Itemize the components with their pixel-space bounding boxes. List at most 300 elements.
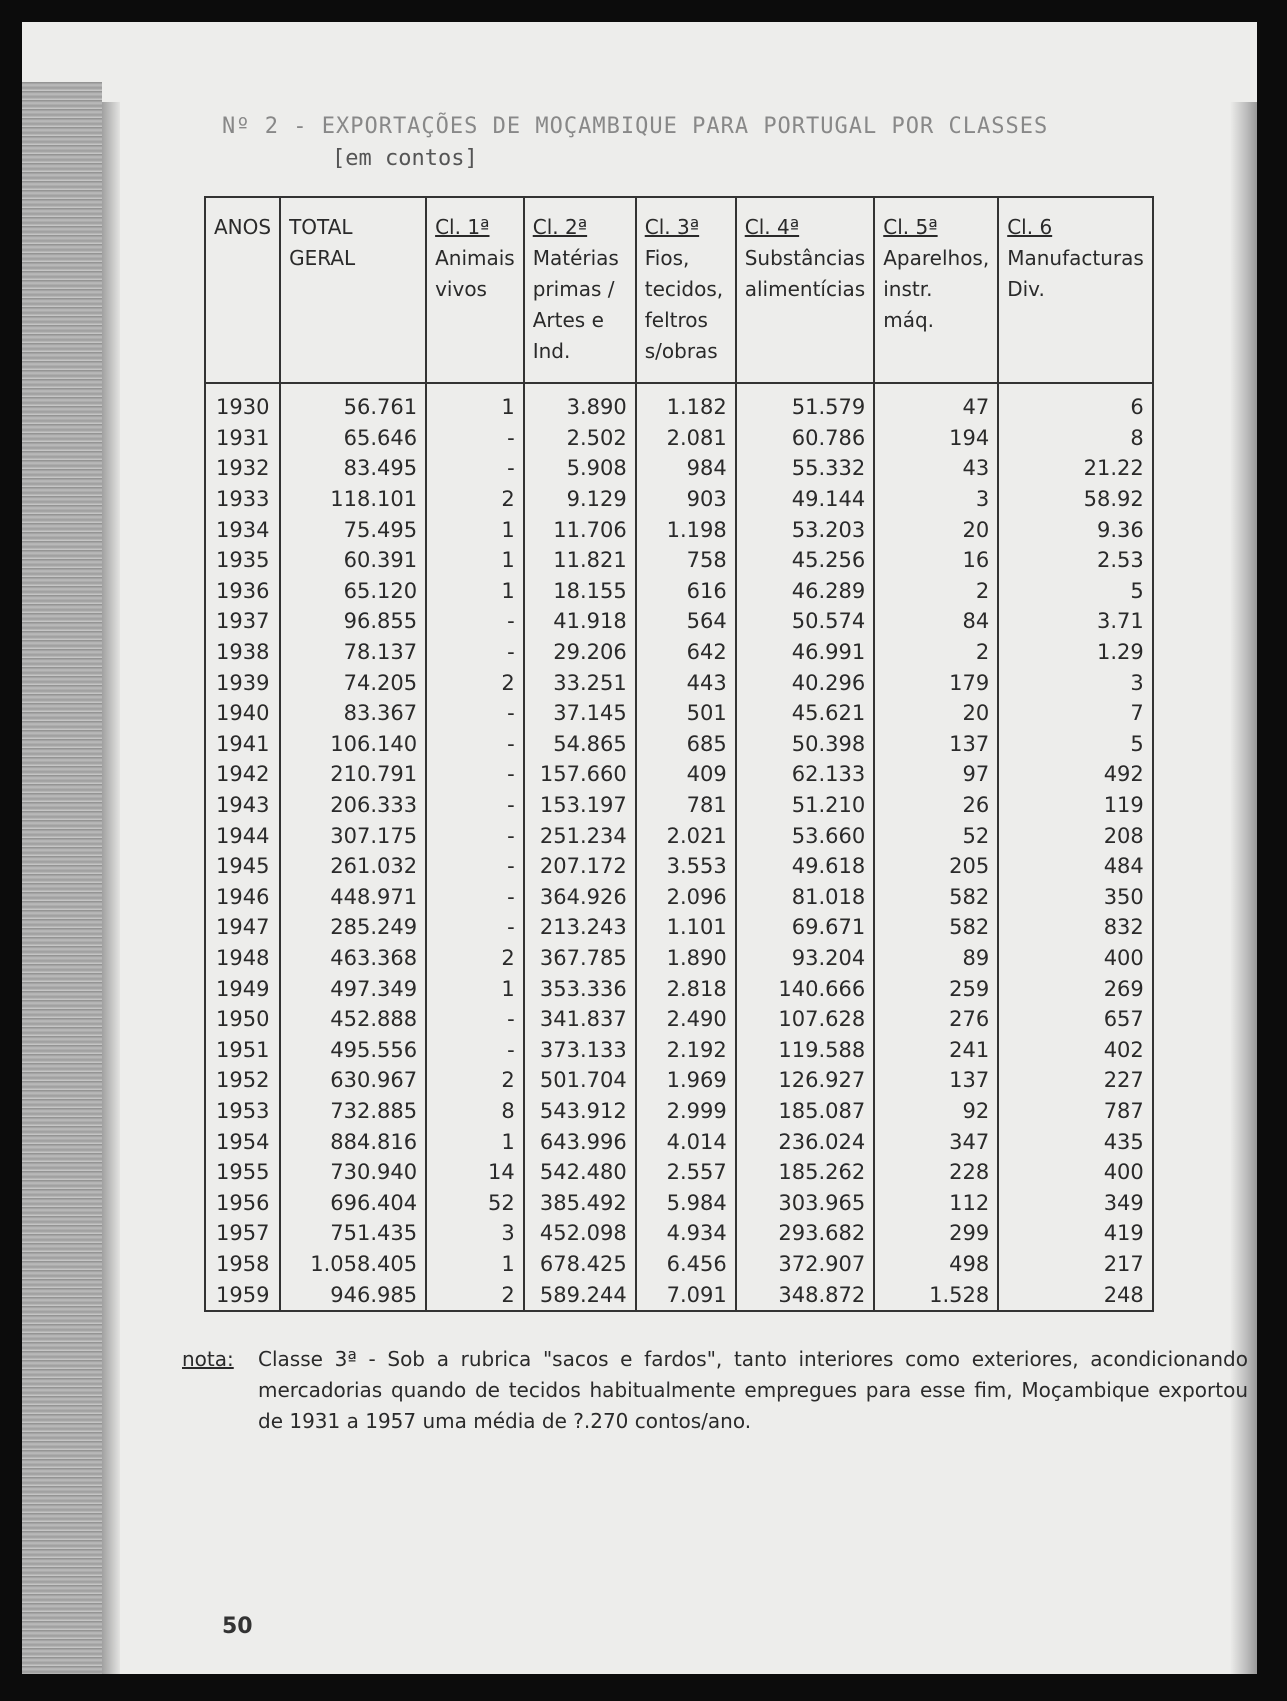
column-description: Matérias primas / Artes e Ind. — [532, 246, 619, 363]
table-row — [205, 1157, 1153, 1188]
value-cell: 984 — [636, 453, 736, 484]
value-cell: 293.682 — [736, 1218, 875, 1249]
value-cell: 33.251 — [524, 667, 636, 698]
table-header — [205, 197, 1153, 383]
value-cell: 119.588 — [736, 1034, 875, 1065]
year-cell: 1941 — [205, 729, 280, 760]
value-cell: 2 — [426, 667, 524, 698]
column-header — [636, 197, 736, 383]
table-row — [205, 1218, 1153, 1249]
column-description: Animais vivos — [435, 246, 515, 301]
value-cell: 2.490 — [636, 1004, 736, 1035]
value-cell: 20 — [874, 698, 998, 729]
value-cell: 1.198 — [636, 514, 736, 545]
value-cell: 51.210 — [736, 790, 875, 821]
value-cell: 5 — [998, 576, 1153, 607]
value-cell: 89 — [874, 943, 998, 974]
value-cell: 1 — [426, 514, 524, 545]
value-cell: 582 — [874, 912, 998, 943]
value-cell: 227 — [998, 1065, 1153, 1096]
table-row — [205, 576, 1153, 607]
value-cell: 78.137 — [280, 637, 426, 668]
value-cell: 137 — [874, 1065, 998, 1096]
value-cell: 3.71 — [998, 606, 1153, 637]
value-cell: 26 — [874, 790, 998, 821]
column-description: Fios, tecidos, feltros s/obras — [644, 246, 724, 363]
table-row — [205, 1034, 1153, 1065]
value-cell: 106.140 — [280, 729, 426, 760]
value-cell: 49.144 — [736, 484, 875, 515]
value-cell: 259 — [874, 973, 998, 1004]
footnote-label: nota: — [182, 1347, 234, 1371]
value-cell: 1.890 — [636, 943, 736, 974]
value-cell: 43 — [874, 453, 998, 484]
value-cell: - — [426, 637, 524, 668]
value-cell: 96.855 — [280, 606, 426, 637]
table-row — [205, 1279, 1153, 1311]
value-cell: 2 — [874, 576, 998, 607]
value-cell: 347 — [874, 1126, 998, 1157]
table-row — [205, 820, 1153, 851]
table-row — [205, 729, 1153, 760]
value-cell: 2 — [426, 1279, 524, 1311]
column-header — [426, 197, 524, 383]
value-cell: 11.821 — [524, 545, 636, 576]
table-row — [205, 1004, 1153, 1035]
value-cell: 58.92 — [998, 484, 1153, 515]
value-cell: - — [426, 1004, 524, 1035]
table-row — [205, 514, 1153, 545]
year-cell: 1955 — [205, 1157, 280, 1188]
table-subtitle: [em contos] — [332, 146, 478, 171]
value-cell: 1 — [426, 973, 524, 1004]
value-cell: 1.969 — [636, 1065, 736, 1096]
value-cell: - — [426, 698, 524, 729]
value-cell: 3 — [874, 484, 998, 515]
value-cell: 2.53 — [998, 545, 1153, 576]
value-cell: 643.996 — [524, 1126, 636, 1157]
value-cell: 299 — [874, 1218, 998, 1249]
value-cell: 7.091 — [636, 1279, 736, 1311]
value-cell: 185.262 — [736, 1157, 875, 1188]
year-cell: 1950 — [205, 1004, 280, 1035]
value-cell: 20 — [874, 514, 998, 545]
value-cell: 153.197 — [524, 790, 636, 821]
value-cell: 8 — [426, 1096, 524, 1127]
value-cell: 400 — [998, 943, 1153, 974]
year-cell: 1940 — [205, 698, 280, 729]
column-class-label: Cl. 2ª — [532, 215, 588, 239]
value-cell: 402 — [998, 1034, 1153, 1065]
value-cell: 372.907 — [736, 1249, 875, 1280]
value-cell: 497.349 — [280, 973, 426, 1004]
value-cell: - — [426, 453, 524, 484]
table-row — [205, 484, 1153, 515]
table-row — [205, 851, 1153, 882]
exports-table — [204, 196, 1154, 1312]
value-cell: 758 — [636, 545, 736, 576]
value-cell: 498 — [874, 1249, 998, 1280]
table-row — [205, 943, 1153, 974]
value-cell: 1.101 — [636, 912, 736, 943]
value-cell: 2.021 — [636, 820, 736, 851]
value-cell: 251.234 — [524, 820, 636, 851]
value-cell: 37.145 — [524, 698, 636, 729]
value-cell: 210.791 — [280, 759, 426, 790]
value-cell: 642 — [636, 637, 736, 668]
value-cell: 206.333 — [280, 790, 426, 821]
value-cell: 787 — [998, 1096, 1153, 1127]
value-cell: 501 — [636, 698, 736, 729]
value-cell: - — [426, 912, 524, 943]
table-row — [205, 790, 1153, 821]
value-cell: 751.435 — [280, 1218, 426, 1249]
table-row — [205, 1249, 1153, 1280]
value-cell: 5.984 — [636, 1187, 736, 1218]
value-cell: 137 — [874, 729, 998, 760]
value-cell: 107.628 — [736, 1004, 875, 1035]
year-cell: 1931 — [205, 423, 280, 454]
value-cell: 409 — [636, 759, 736, 790]
column-description: Substâncias alimentícias — [744, 246, 866, 301]
value-cell: 62.133 — [736, 759, 875, 790]
year-cell: 1944 — [205, 820, 280, 851]
scan-binding-shadow — [22, 82, 102, 1674]
value-cell: 1.29 — [998, 637, 1153, 668]
value-cell: 448.971 — [280, 882, 426, 913]
value-cell: 52 — [426, 1187, 524, 1218]
value-cell: 6 — [998, 383, 1153, 423]
value-cell: 9.36 — [998, 514, 1153, 545]
value-cell: 946.985 — [280, 1279, 426, 1311]
value-cell: 213.243 — [524, 912, 636, 943]
table-row — [205, 698, 1153, 729]
value-cell: 56.761 — [280, 383, 426, 423]
value-cell: 1 — [426, 383, 524, 423]
table-row — [205, 383, 1153, 423]
year-cell: 1934 — [205, 514, 280, 545]
table-row — [205, 973, 1153, 1004]
value-cell: 14 — [426, 1157, 524, 1188]
value-cell: 1.058.405 — [280, 1249, 426, 1280]
value-cell: 542.480 — [524, 1157, 636, 1188]
value-cell: 419 — [998, 1218, 1153, 1249]
column-header — [205, 197, 280, 383]
year-cell: 1953 — [205, 1096, 280, 1127]
value-cell: - — [426, 729, 524, 760]
value-cell: 60.391 — [280, 545, 426, 576]
value-cell: 2.192 — [636, 1034, 736, 1065]
year-cell: 1958 — [205, 1249, 280, 1280]
value-cell: 3 — [998, 667, 1153, 698]
value-cell: 40.296 — [736, 667, 875, 698]
value-cell: 1.182 — [636, 383, 736, 423]
value-cell: 194 — [874, 423, 998, 454]
value-cell: 185.087 — [736, 1096, 875, 1127]
value-cell: 140.666 — [736, 973, 875, 1004]
value-cell: 3 — [426, 1218, 524, 1249]
year-cell: 1949 — [205, 973, 280, 1004]
value-cell: 9.129 — [524, 484, 636, 515]
value-cell: 46.991 — [736, 637, 875, 668]
table-row — [205, 453, 1153, 484]
value-cell: 4.934 — [636, 1218, 736, 1249]
value-cell: 65.646 — [280, 423, 426, 454]
value-cell: 81.018 — [736, 882, 875, 913]
year-cell: 1942 — [205, 759, 280, 790]
value-cell: 208 — [998, 820, 1153, 851]
column-class-label: Cl. 3ª — [644, 215, 700, 239]
value-cell: 832 — [998, 912, 1153, 943]
value-cell: 92 — [874, 1096, 998, 1127]
value-cell: 52 — [874, 820, 998, 851]
column-class-label: ANOS — [214, 215, 272, 239]
footnote-text: Classe 3ª - Sob a rubrica "sacos e fardos", tanto interiores como exteriores, acondicionando mercadorias quando de tecidos habitualmente empregues para esse fim, Moçambique exportou de 1931 a 1957 uma média de ?.270 contos/ano. — [258, 1347, 1248, 1433]
column-description: Manufacturas Div. — [1007, 246, 1144, 301]
value-cell: 6.456 — [636, 1249, 736, 1280]
table-row — [205, 423, 1153, 454]
value-cell: 18.155 — [524, 576, 636, 607]
value-cell: 5 — [998, 729, 1153, 760]
table-row — [205, 912, 1153, 943]
column-class-label: Cl. 1ª — [435, 215, 490, 239]
value-cell: 217 — [998, 1249, 1153, 1280]
table-row — [205, 759, 1153, 790]
value-cell: 492 — [998, 759, 1153, 790]
value-cell: 285.249 — [280, 912, 426, 943]
value-cell: 236.024 — [736, 1126, 875, 1157]
value-cell: 564 — [636, 606, 736, 637]
value-cell: 2 — [426, 943, 524, 974]
value-cell: 7 — [998, 698, 1153, 729]
value-cell: 452.888 — [280, 1004, 426, 1035]
year-cell: 1946 — [205, 882, 280, 913]
value-cell: 248 — [998, 1279, 1153, 1311]
value-cell: 119 — [998, 790, 1153, 821]
year-cell: 1945 — [205, 851, 280, 882]
value-cell: 463.368 — [280, 943, 426, 974]
value-cell: 60.786 — [736, 423, 875, 454]
column-header — [998, 197, 1153, 383]
value-cell: 452.098 — [524, 1218, 636, 1249]
value-cell: - — [426, 1034, 524, 1065]
value-cell: 2.557 — [636, 1157, 736, 1188]
year-cell: 1930 — [205, 383, 280, 423]
value-cell: 501.704 — [524, 1065, 636, 1096]
column-class-label: Cl. 6 — [1007, 215, 1053, 239]
value-cell: - — [426, 851, 524, 882]
value-cell: 2 — [426, 1065, 524, 1096]
column-header — [736, 197, 875, 383]
value-cell: 582 — [874, 882, 998, 913]
year-cell: 1932 — [205, 453, 280, 484]
column-class-label: Cl. 5ª — [883, 215, 938, 239]
table-body — [205, 383, 1153, 1311]
value-cell: 373.133 — [524, 1034, 636, 1065]
column-header — [524, 197, 636, 383]
value-cell: 2.081 — [636, 423, 736, 454]
table-row — [205, 1096, 1153, 1127]
value-cell: 179 — [874, 667, 998, 698]
value-cell: 903 — [636, 484, 736, 515]
value-cell: 65.120 — [280, 576, 426, 607]
value-cell: - — [426, 606, 524, 637]
column-class-label: Cl. 4ª — [744, 215, 800, 239]
value-cell: 55.332 — [736, 453, 875, 484]
value-cell: 241 — [874, 1034, 998, 1065]
value-cell: 696.404 — [280, 1187, 426, 1218]
value-cell: 657 — [998, 1004, 1153, 1035]
value-cell: 83.367 — [280, 698, 426, 729]
value-cell: 69.671 — [736, 912, 875, 943]
value-cell: 118.101 — [280, 484, 426, 515]
table-row — [205, 667, 1153, 698]
value-cell: 630.967 — [280, 1065, 426, 1096]
year-cell: 1938 — [205, 637, 280, 668]
scan-binding-gradient — [102, 102, 120, 1674]
value-cell: 1 — [426, 545, 524, 576]
value-cell: 1.528 — [874, 1279, 998, 1311]
value-cell: 495.556 — [280, 1034, 426, 1065]
value-cell: 4.014 — [636, 1126, 736, 1157]
value-cell: 364.926 — [524, 882, 636, 913]
value-cell: - — [426, 882, 524, 913]
column-header — [874, 197, 998, 383]
table-row — [205, 1065, 1153, 1096]
column-header — [280, 197, 426, 383]
value-cell: 16 — [874, 545, 998, 576]
value-cell: 2 — [426, 484, 524, 515]
value-cell: 400 — [998, 1157, 1153, 1188]
table-row — [205, 882, 1153, 913]
value-cell: 74.205 — [280, 667, 426, 698]
year-cell: 1937 — [205, 606, 280, 637]
value-cell: 349 — [998, 1187, 1153, 1218]
value-cell: 685 — [636, 729, 736, 760]
value-cell: 884.816 — [280, 1126, 426, 1157]
value-cell: 205 — [874, 851, 998, 882]
value-cell: 367.785 — [524, 943, 636, 974]
value-cell: 732.885 — [280, 1096, 426, 1127]
value-cell: 1 — [426, 1249, 524, 1280]
value-cell: 484 — [998, 851, 1153, 882]
value-cell: - — [426, 759, 524, 790]
value-cell: 350 — [998, 882, 1153, 913]
value-cell: 45.256 — [736, 545, 875, 576]
value-cell: 781 — [636, 790, 736, 821]
value-cell: 41.918 — [524, 606, 636, 637]
value-cell: 589.244 — [524, 1279, 636, 1311]
value-cell: 83.495 — [280, 453, 426, 484]
value-cell: 348.872 — [736, 1279, 875, 1311]
table-row — [205, 1126, 1153, 1157]
value-cell: 261.032 — [280, 851, 426, 882]
value-cell: 84 — [874, 606, 998, 637]
value-cell: 45.621 — [736, 698, 875, 729]
value-cell: 353.336 — [524, 973, 636, 1004]
value-cell: 1 — [426, 576, 524, 607]
table-row — [205, 606, 1153, 637]
value-cell: 50.574 — [736, 606, 875, 637]
value-cell: 11.706 — [524, 514, 636, 545]
value-cell: 50.398 — [736, 729, 875, 760]
column-description: Aparelhos, instr. máq. — [883, 246, 990, 332]
year-cell: 1951 — [205, 1034, 280, 1065]
year-cell: 1947 — [205, 912, 280, 943]
year-cell: 1957 — [205, 1218, 280, 1249]
value-cell: 75.495 — [280, 514, 426, 545]
value-cell: 276 — [874, 1004, 998, 1035]
year-cell: 1939 — [205, 667, 280, 698]
value-cell: 385.492 — [524, 1187, 636, 1218]
table-row — [205, 637, 1153, 668]
value-cell: 3.553 — [636, 851, 736, 882]
value-cell: 2.502 — [524, 423, 636, 454]
value-cell: 5.908 — [524, 453, 636, 484]
value-cell: 303.965 — [736, 1187, 875, 1218]
page-number: 50 — [222, 1614, 253, 1639]
table-row — [205, 545, 1153, 576]
value-cell: 157.660 — [524, 759, 636, 790]
value-cell: - — [426, 423, 524, 454]
value-cell: 307.175 — [280, 820, 426, 851]
value-cell: 435 — [998, 1126, 1153, 1157]
column-class-label: TOTAL GERAL — [289, 215, 356, 270]
value-cell: 443 — [636, 667, 736, 698]
value-cell: 97 — [874, 759, 998, 790]
value-cell: 1 — [426, 1126, 524, 1157]
value-cell: 269 — [998, 973, 1153, 1004]
year-cell: 1956 — [205, 1187, 280, 1218]
value-cell: 47 — [874, 383, 998, 423]
year-cell: 1935 — [205, 545, 280, 576]
value-cell: 2.096 — [636, 882, 736, 913]
value-cell: 54.865 — [524, 729, 636, 760]
value-cell: 2.818 — [636, 973, 736, 1004]
value-cell: 93.204 — [736, 943, 875, 974]
table-title: Nº 2 - EXPORTAÇÕES DE MOÇAMBIQUE PARA PORTUGAL POR CLASSES — [222, 114, 1049, 139]
value-cell: 21.22 — [998, 453, 1153, 484]
scan-right-edge — [1230, 102, 1257, 1674]
year-cell: 1948 — [205, 943, 280, 974]
value-cell: 8 — [998, 423, 1153, 454]
value-cell: - — [426, 820, 524, 851]
value-cell: 53.203 — [736, 514, 875, 545]
value-cell: 730.940 — [280, 1157, 426, 1188]
year-cell: 1933 — [205, 484, 280, 515]
value-cell: 2 — [874, 637, 998, 668]
value-cell: 46.289 — [736, 576, 875, 607]
value-cell: 29.206 — [524, 637, 636, 668]
value-cell: 678.425 — [524, 1249, 636, 1280]
value-cell: 341.837 — [524, 1004, 636, 1035]
year-cell: 1936 — [205, 576, 280, 607]
document-page — [22, 22, 1257, 1674]
year-cell: 1952 — [205, 1065, 280, 1096]
value-cell: 228 — [874, 1157, 998, 1188]
year-cell: 1959 — [205, 1279, 280, 1311]
value-cell: 53.660 — [736, 820, 875, 851]
value-cell: 3.890 — [524, 383, 636, 423]
value-cell: 2.999 — [636, 1096, 736, 1127]
value-cell: 207.172 — [524, 851, 636, 882]
year-cell: 1954 — [205, 1126, 280, 1157]
value-cell: 543.912 — [524, 1096, 636, 1127]
table-row — [205, 1187, 1153, 1218]
value-cell: 126.927 — [736, 1065, 875, 1096]
value-cell: 616 — [636, 576, 736, 607]
value-cell: 49.618 — [736, 851, 875, 882]
